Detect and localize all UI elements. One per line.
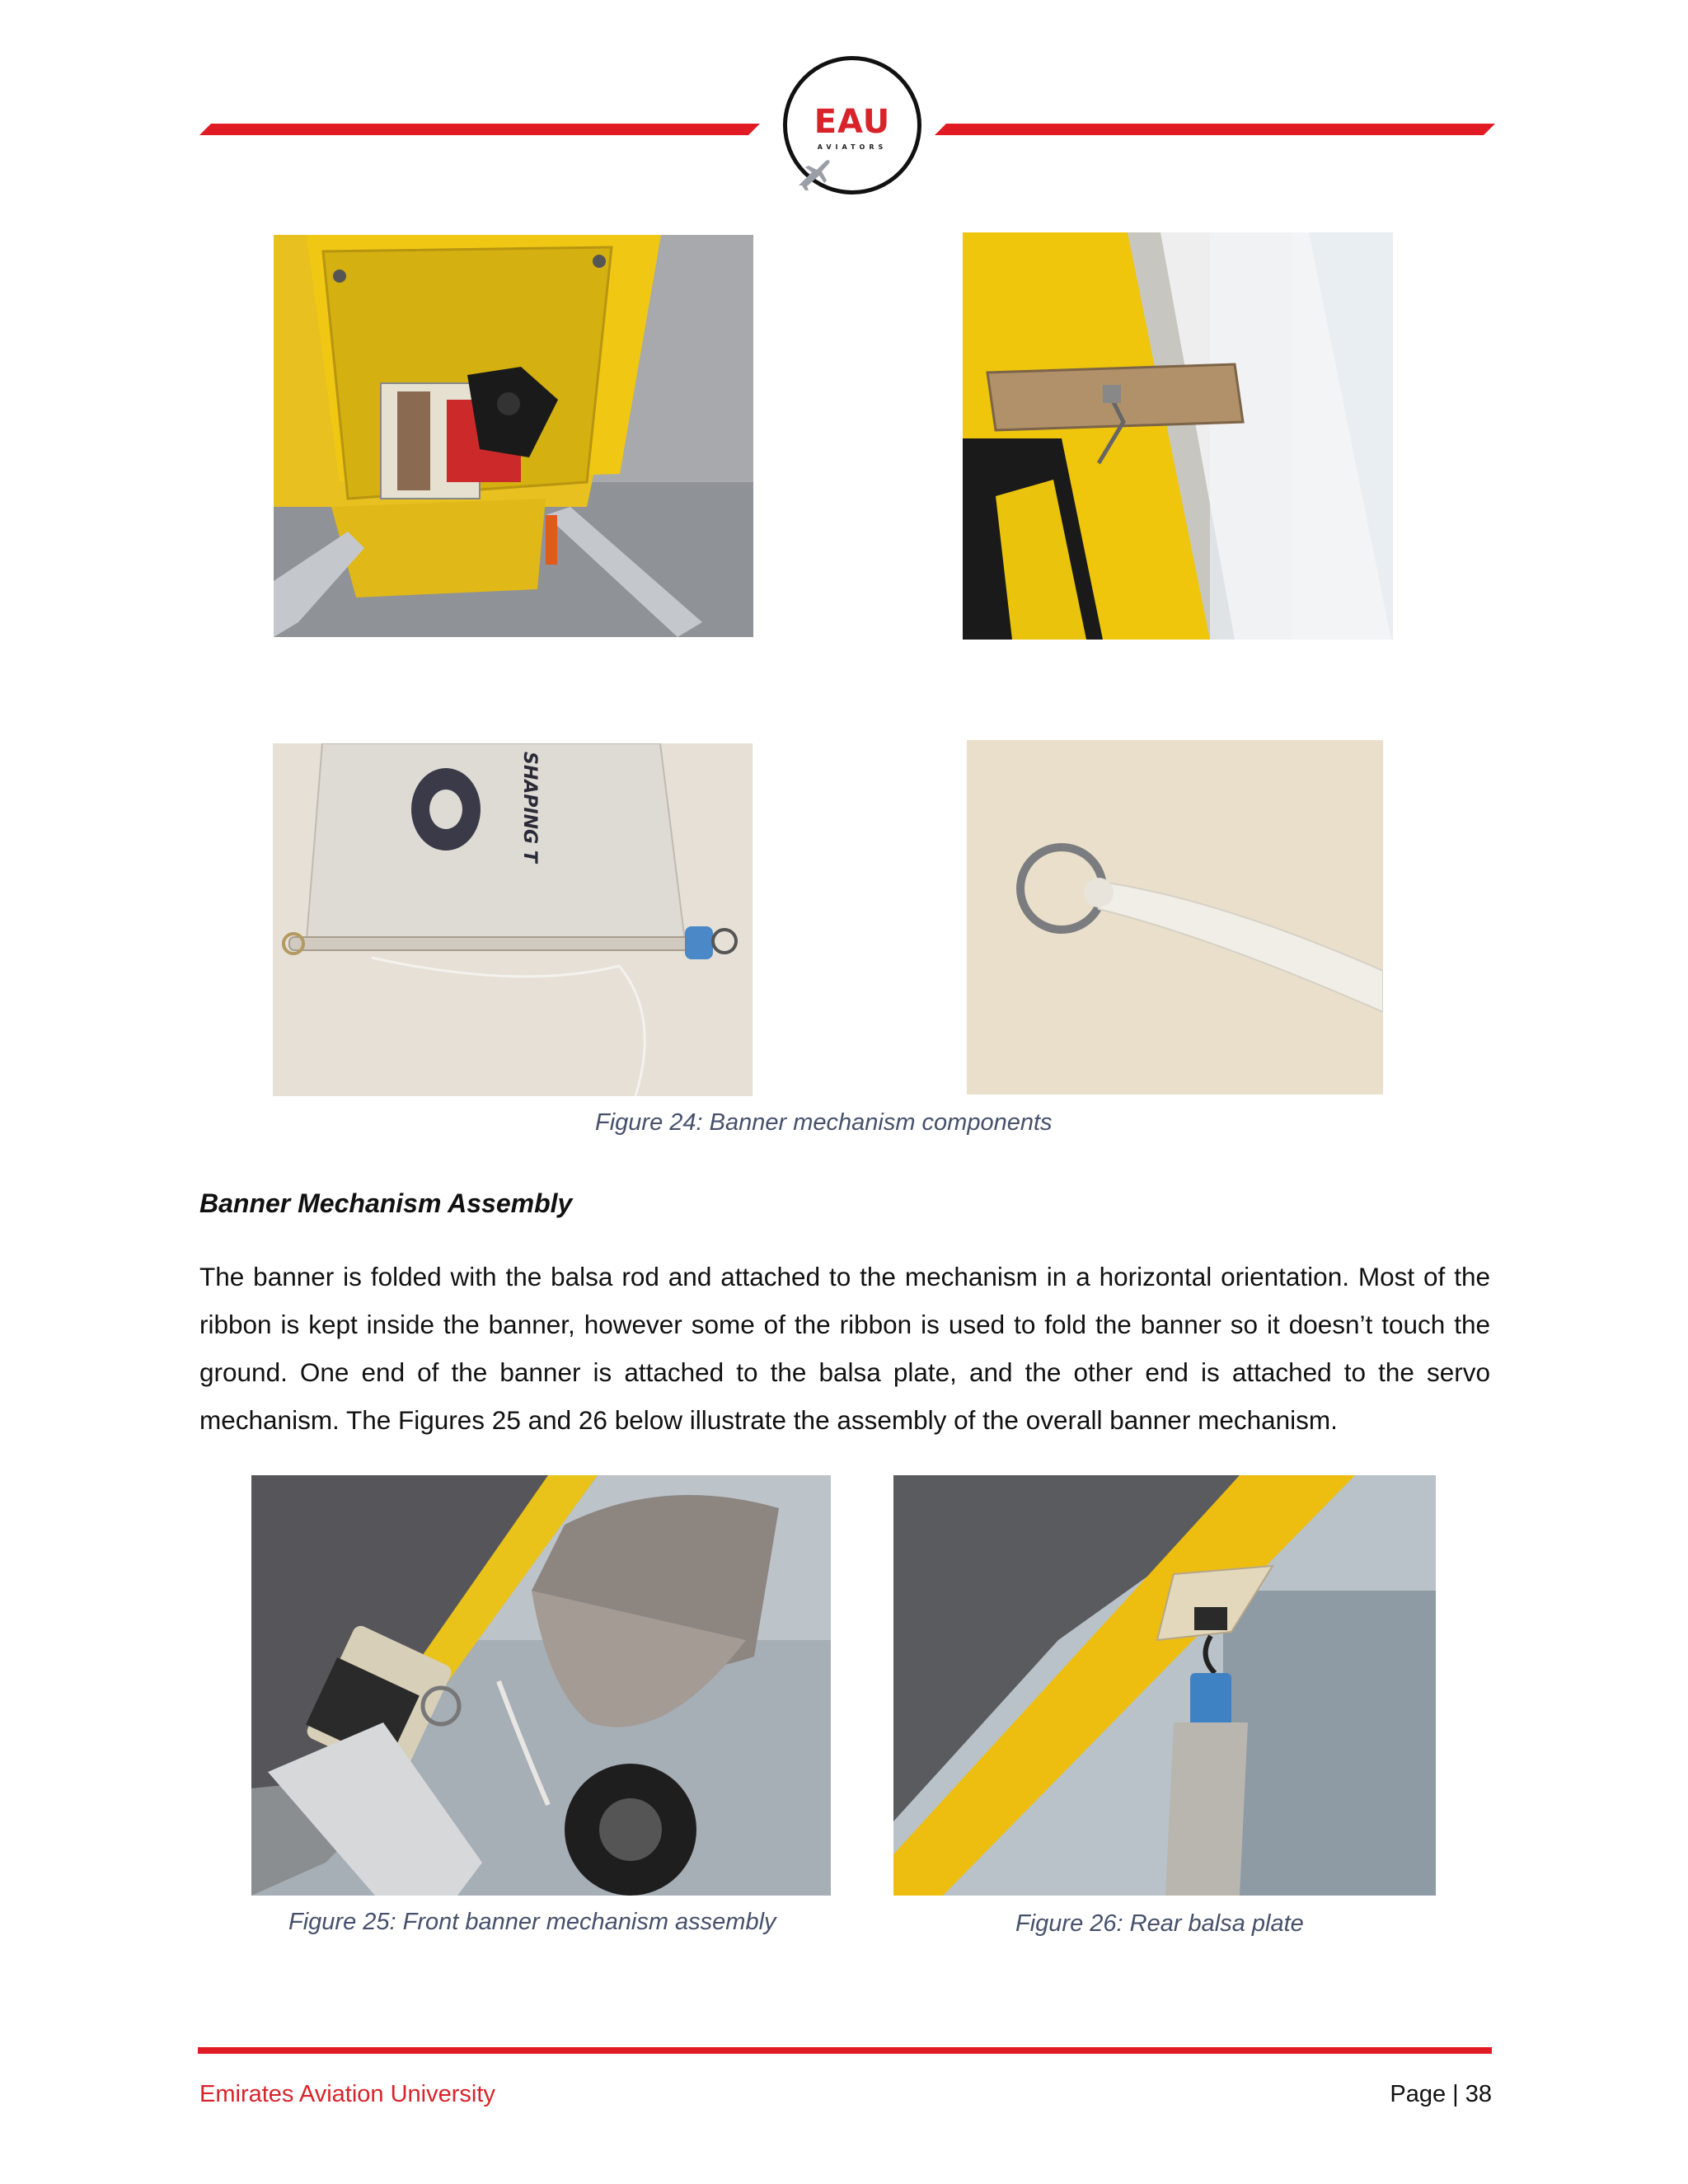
footer-rule xyxy=(198,2047,1492,2054)
logo-subtext: AVIATORS xyxy=(817,143,888,151)
photo-servo-mechanism xyxy=(274,235,753,637)
section-paragraph: The banner is folded with the balsa rod and attached to the mechanism in a horizontal orientation. Most of the ribbon is kept inside the banner, however some of the ribbon is used to fold the banner so it doesn’t touch the ground. One end of the banner is attached to the balsa plate, and the other end is attached to the servo mechanism. The Figures 25 and 26 below illustrate the assembly of the overall banner mechanism. xyxy=(199,1262,1490,1435)
photo-balsa-plate xyxy=(963,232,1393,640)
figure-26-caption: Figure 26: Rear balsa plate xyxy=(1015,1910,1304,1937)
airplane-icon xyxy=(794,157,835,190)
photo-ring-ribbon xyxy=(967,740,1383,1094)
photo-front-assembly xyxy=(251,1475,831,1896)
header-rule-left xyxy=(199,124,760,135)
banner-print-text: SHAPING T xyxy=(519,752,540,863)
footer-organization: Emirates Aviation University xyxy=(199,2081,495,2107)
photo-rear-assembly xyxy=(893,1475,1436,1896)
eau-logo xyxy=(783,56,921,194)
page-number: Page | 38 xyxy=(1390,2081,1492,2107)
header-rule-right xyxy=(935,124,1495,135)
photo-banner-rod xyxy=(273,743,753,1096)
section-heading: Banner Mechanism Assembly xyxy=(199,1188,573,1218)
figure-25-caption: Figure 25: Front banner mechanism assembly xyxy=(288,1909,776,1935)
logo-text: EAU xyxy=(814,103,891,141)
figure-24-caption: Figure 24: Banner mechanism components xyxy=(595,1109,1053,1136)
